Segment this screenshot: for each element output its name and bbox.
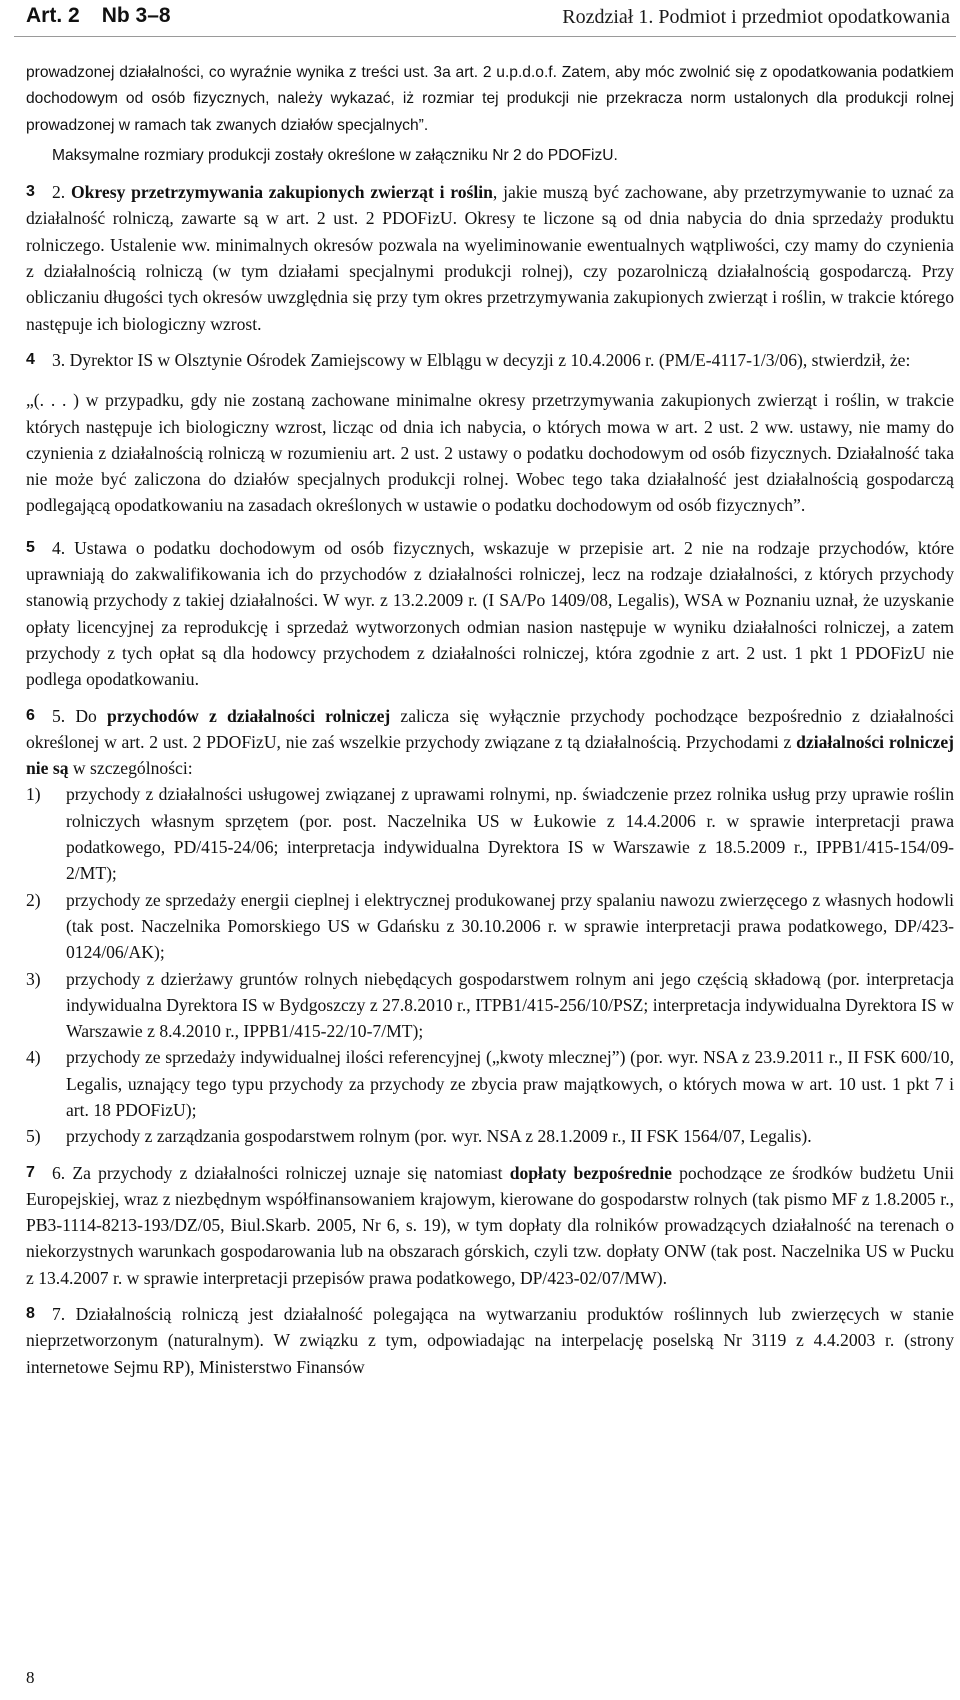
article-ref: Art. 2	[26, 4, 80, 27]
list-marker: 2)	[26, 889, 41, 910]
list-marker: 3)	[26, 968, 41, 989]
paragraph-lead: 6. Za przychody z działalności rolniczej uznaje się natomiast	[52, 1162, 510, 1183]
paragraph-3	[26, 179, 954, 337]
paragraph-continuation: prowadzonej działalności, co wyraźnie wynika z treści ust. 3a art. 2 u.p.d.o.f. Zatem, aby móc zwolnić się z opodatkowania podatkiem dochodowym od osób fizycznych, należy wykazać, iż rozmiar tej produkcji nie przekracza norm ustalonych dla produkcji rolnej prowadzonej w ramach tak zwanych działów specjalnych”.	[26, 64, 954, 134]
bold-term: działalności rolniczej nie są	[26, 731, 954, 779]
paragraph-text: w szczególności:	[68, 758, 193, 779]
paragraph-lead: 5. Do	[52, 705, 107, 726]
bold-term: przychodów z działalności rolniczej	[107, 705, 391, 726]
quote-block: „(. . . ) w przypadku, gdy nie zostaną zachowane minimalne okresy przetrzymywania zakupionych zwierząt i roślin, w trakcie których następuje ich biologiczny wzrost, licząc od dnia ich nabycia, o których mowa w art. 2 ust. 2 ww. ustawy, nie mamy do czynienia z działalnością rolniczą w rozumieniu art. 2 ust. 2 ustawy o podatku dochodowym od osób fizycznych. Działalność taka nie może być zaliczona do działów specjalnych produkcji rolnej. Wobec tego taka działalność jest działalnością gospodarczą podlegającą opodatkowaniu na zasadach określonych w ustawie o podatku dochodowym od osób fizycznych”.	[26, 390, 954, 516]
margin-number-range: Nb 3–8	[101, 4, 171, 27]
margin-number: 6	[26, 706, 35, 724]
paragraph-lead: 2.	[52, 182, 66, 203]
margin-number: 7	[26, 1163, 35, 1181]
list-item-text: przychody ze sprzedaży energii cieplnej i elektrycznej produkowanej przy spalaniu nawozu zwierzęcego z własnych hodowli (tak post. Naczelnika Pomorskiego US w Gdańsku z 30.10.2006 r. w sprawie interpretacji prawa podatkowego, DP/423-0124/06/AK);	[66, 889, 954, 963]
margin-number: 8	[26, 1305, 35, 1323]
list-item	[26, 781, 954, 886]
list-item-text: przychody ze sprzedaży indywidualnej ilości referencyjnej („kwoty mlecznej”) (por. wyr. NSA z 23.9.2011 r., II FSK 600/10, Legalis, uznający tego typu przychody za przychody ze zbycia praw majątkowych, o których mowa w art. 10 ust. 1 pkt 7 i art. 18 PDOFizU);	[66, 1047, 954, 1120]
paragraph-note: Maksymalne rozmiary produkcji zostały określone w załączniku Nr 2 do PDOFizU.	[52, 146, 618, 164]
list-marker: 4)	[26, 1047, 41, 1068]
exclusions-list	[26, 781, 954, 1149]
paragraph-5	[26, 535, 954, 693]
paragraph-text: , jakie muszą być zachowane, aby przetrzymywanie to uznać za działalność rolniczą, zawarte są w art. 2 ust. 2 PDOFizU. Okresy te liczone są od dnia nabycia do dnia sprzedaży produktu rolniczego. Ustalenie ww. minimalnych okresów pozwala na wyeliminowanie ewentualnych wątpliwości, czy mamy do czynienia z działalnością rolniczą (w tym działami specjalnymi produkcji rolnej), czy pozarolniczą działalnością gospodarczą. Przy obliczaniu długości tych okresów uwzględnia się przy tym okres przetrzymywania zakupionych zwierząt i roślin, w trakcie którego następuje ich biologiczny wzrost.	[26, 182, 954, 334]
paragraph-7	[26, 1160, 954, 1291]
list-marker: 5)	[26, 1126, 41, 1147]
paragraph-text: pochodzące ze środków budżetu Unii Europejskiej, wraz z niezbędnym współfinansowaniem krajowym, kierowane do gospodarstw rolnych (tak pismo MF z 1.8.2005 r., PB3-1114-8213-193/DZ/05, Biul.Skarb. 2005, Nr 6, s. 19), w tym dopłaty dla rolników prowadzących działalność na terenach o niekorzystnych warunkach gospodarowania lub na obszarach górskich, czyli tzw. dopłaty ONW (tak post. Naczelnika US w Pucku z 13.4.2007 r. w sprawie interpretacji przepisów prawa podatkowego, DP/423-02/07/MW).	[26, 1162, 954, 1288]
list-item-text: przychody z działalności usługowej związanej z uprawami rolnymi, np. świadczenie przez rolnika usług przy uprawie roślin rolniczych własnym sprzętem (por. post. Naczelnika US w Łukowie z 14.4.2006 r. w sprawie interpretacji prawa podatkowego, PD/415-24/06; interpretacja indywidualna Dyrektora IS w Warszawie z 18.5.2009 r., IPPB1/415-154/09-2/MT);	[66, 784, 954, 884]
list-item	[26, 1044, 954, 1123]
header-article	[26, 4, 171, 28]
page-header	[0, 0, 960, 44]
paragraph-text: 4. Ustawa o podatku dochodowym od osób fizycznych, wskazuje w przepisie art. 2 nie na rodzaje przychodów, które uprawniają do zakwalifikowania ich do przychodów z działalności rolniczej, lecz na rodzaje działalności, z których przychody stanowią przychody z takiej działalności. W wyr. z 13.2.2009 r. (I SA/Po 1409/08, Legalis), WSA w Poznaniu uznał, że uzyskanie opłaty licencyjnej za reprodukcję i sprzedaż wytworzonych odmian nasion następuje w wyniku działalności rolniczej, a zatem przychody z tych opłat są dla hodowcy przychodem z działalności rolniczej, która zgodnie z art. 2 ust. 1 pkt 1 PDOFizU nie podlega opodatkowaniu.	[26, 537, 954, 690]
paragraph-6	[26, 703, 954, 782]
list-item-text: przychody z dzierżawy gruntów rolnych niebędących gospodarstwem rolnym ani jego częścią składową (por. interpretacja indywidualna Dyrektora IS w Bydgoszczy z 27.8.2010 r., ITPB1/415-256/10/PSZ; interpretacja indywidualna Dyrektora IS w Warszawie z 8.4.2010 r., IPPB1/415-22/10-7/MT);	[66, 968, 954, 1042]
margin-number: 5	[26, 538, 35, 556]
bold-term: dopłaty bezpośrednie	[509, 1162, 672, 1183]
margin-number: 4	[26, 350, 35, 368]
list-item-text: przychody z zarządzania gospodarstwem rolnym (por. wyr. NSA z 28.1.2009 r., II FSK 1564/07, Legalis).	[66, 1126, 812, 1147]
page-number: 8	[26, 1668, 35, 1687]
paragraph-text: zalicza się wyłącznie przychody pochodzące bezpośrednio z działalności określonej w art. 2 ust. 2 PDOFizU, nie zaś wszelkie przychody związane z tą działalnością. Przychodami z	[26, 705, 954, 752]
paragraph-4	[26, 347, 954, 373]
chapter-title: Rozdział 1. Podmiot i przedmiot opodatkowania	[562, 6, 950, 28]
margin-number: 3	[26, 183, 35, 201]
list-item	[26, 1123, 954, 1149]
paragraph-text: 7. Działalnością rolniczą jest działalność polegająca na wytwarzaniu produktów roślinnych lub zwierzęcych w stanie nieprzetworzonym (naturalnym). W związku z tym, odpowiadając na interpelację poselską Nr 3119 z 4.4.2003 r. (strony internetowe Sejmu RP), Ministerstwo Finansów	[26, 1304, 954, 1377]
page-body	[26, 60, 954, 1380]
list-item	[26, 887, 954, 966]
header-rule	[14, 36, 956, 37]
paragraph-text: 3. Dyrektor IS w Olsztynie Ośrodek Zamiejscowy w Elblągu w decyzji z 10.4.2006 r. (PM/E-4117-1/3/06), stwierdził, że:	[52, 349, 911, 370]
bold-term: Okresy przetrzymywania zakupionych zwierząt i roślin	[70, 182, 493, 203]
paragraph-8	[26, 1301, 954, 1380]
list-item	[26, 966, 954, 1045]
list-marker: 1)	[26, 784, 41, 805]
